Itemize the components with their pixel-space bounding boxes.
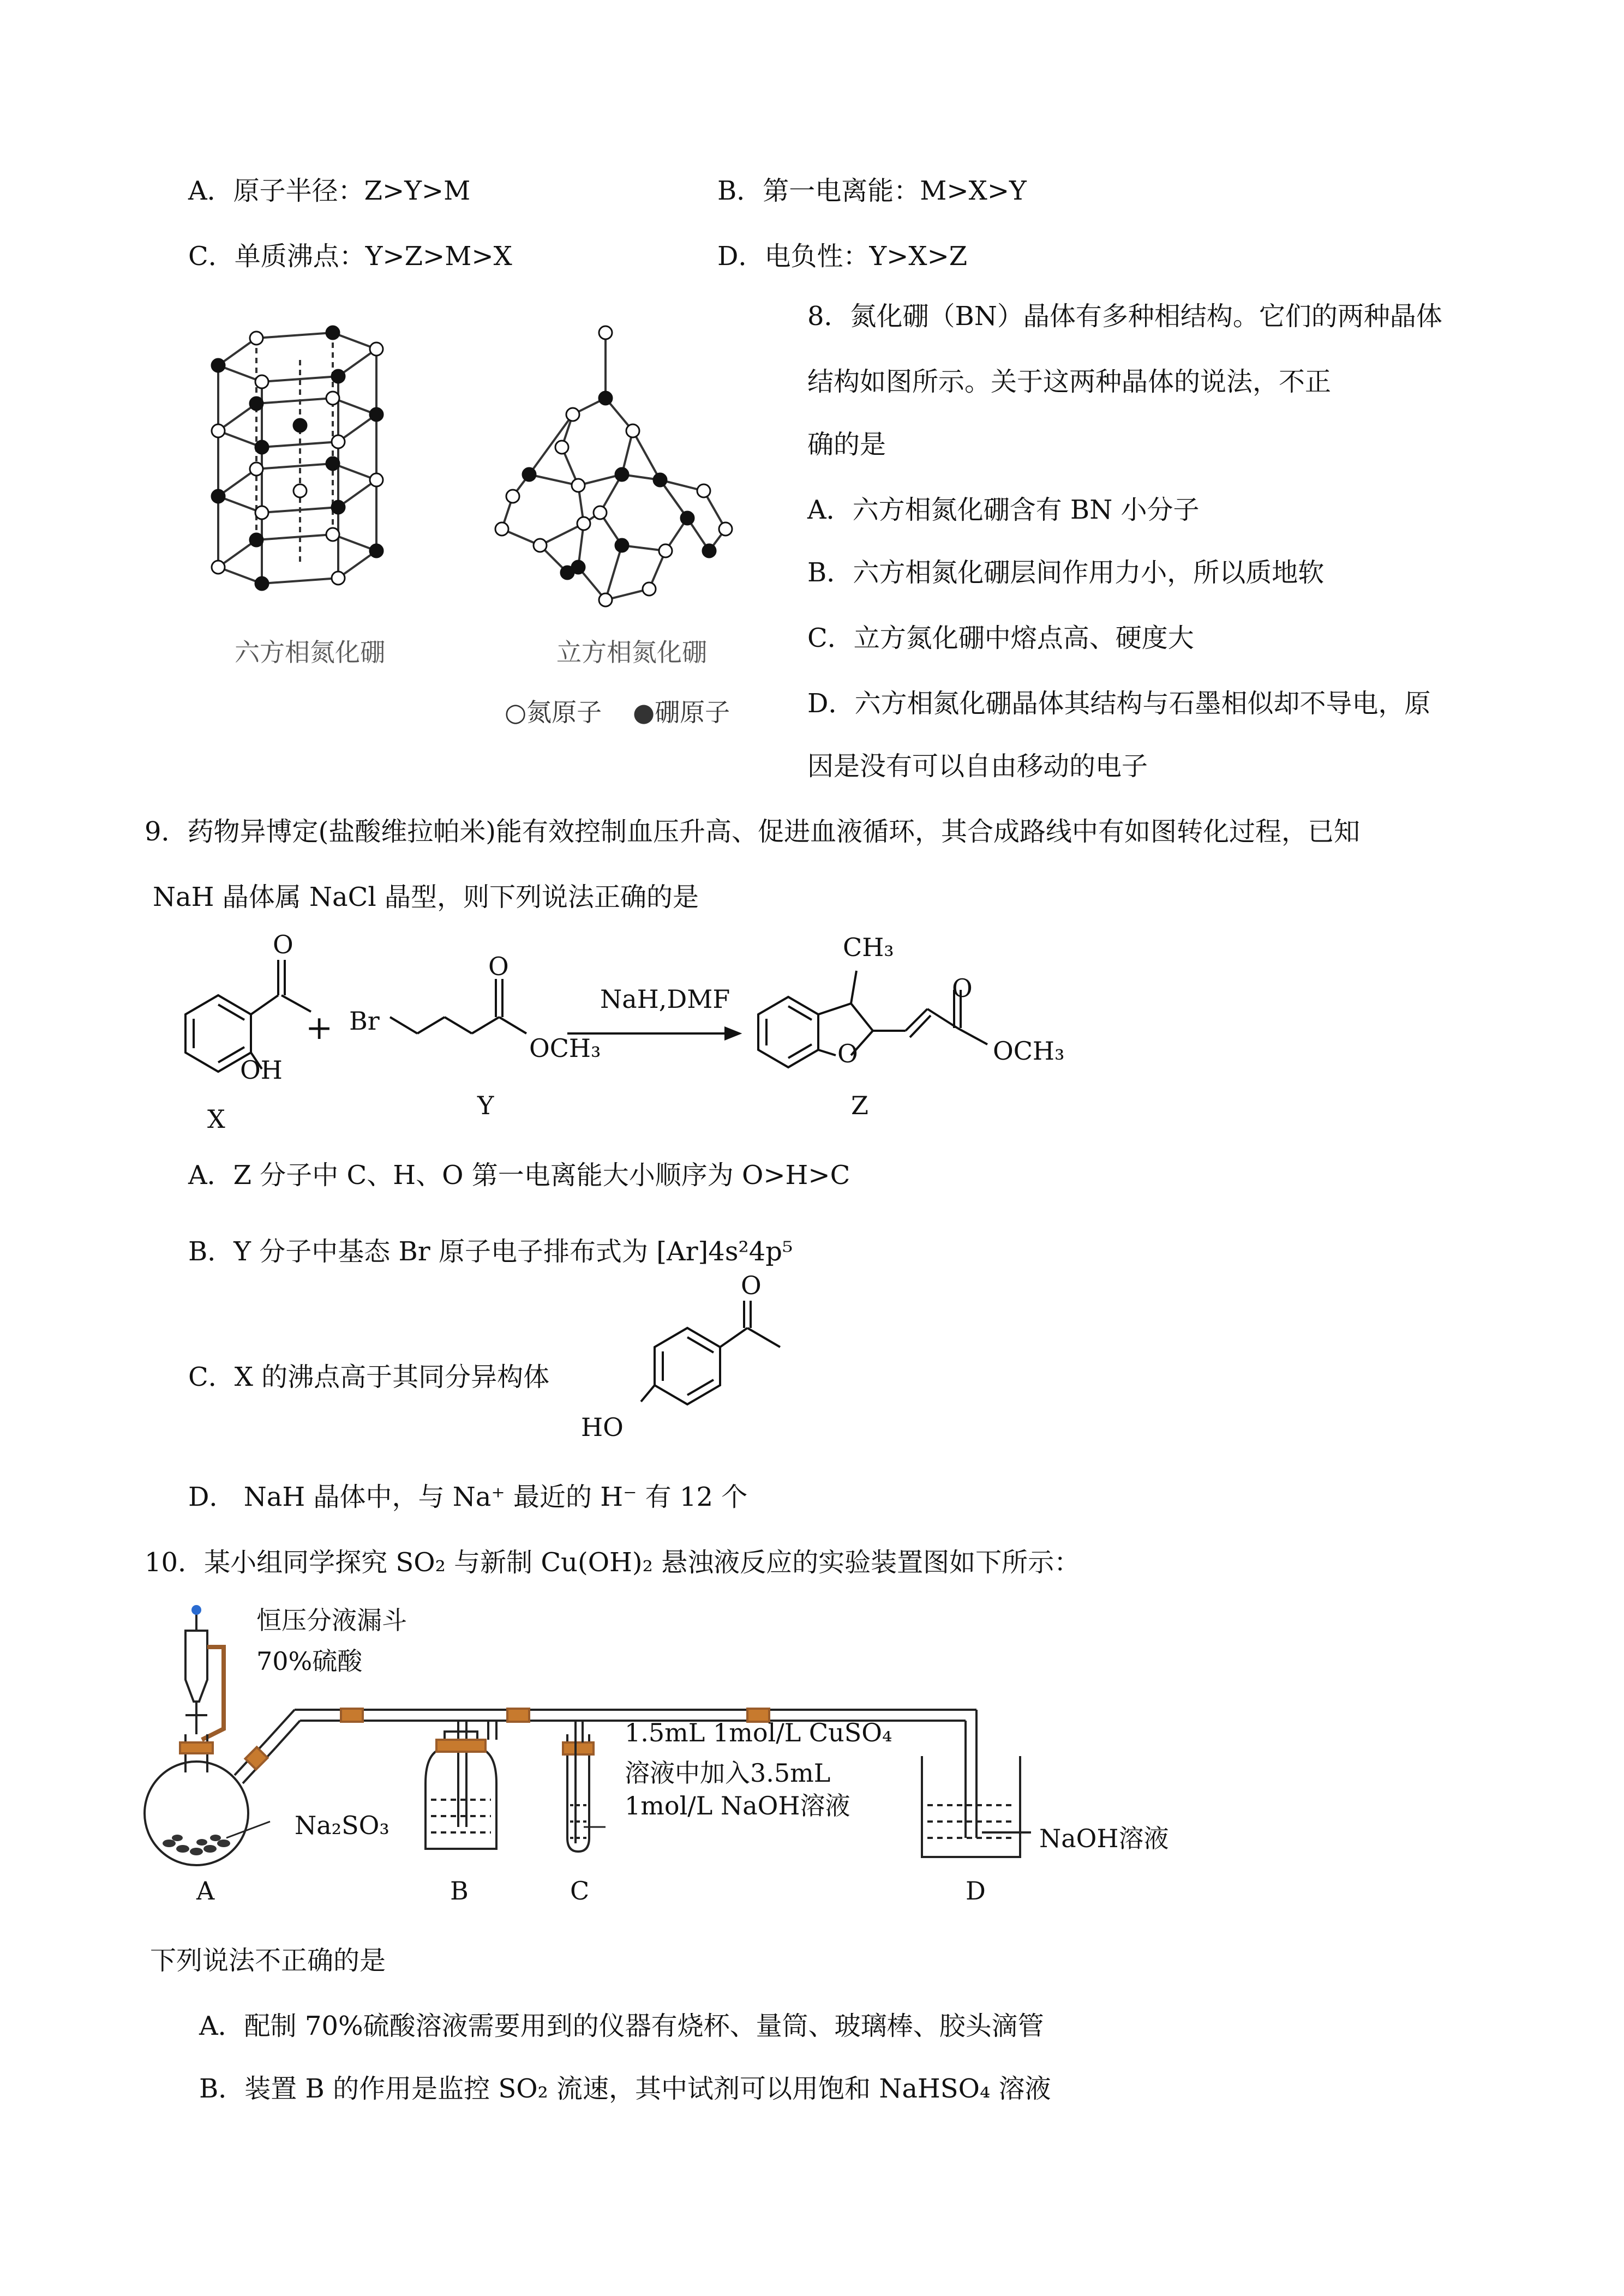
q7-option-c: C．单质沸点：Y>Z>M>X xyxy=(188,241,512,272)
tube-c-label-line1: 1.5mL 1mol/L CuSO₄ xyxy=(625,1718,892,1747)
q8-option-d-line2: 因是没有可以自由移动的电子 xyxy=(807,751,1148,782)
cubic-bn-structure xyxy=(469,316,775,622)
funnel-label: 恒压分液漏斗 xyxy=(256,1606,407,1635)
q7-option-b: B．第一电离能：M>X>Y xyxy=(717,176,1027,206)
q10-question: 下列说法不正确的是 xyxy=(150,1945,386,1976)
q9-option-a: A．Z 分子中 C、H、O 第一电离能大小顺序为 O>H>C xyxy=(188,1160,850,1191)
q9-option-d: D． NaH 晶体中，与 Na⁺ 最近的 H⁻ 有 12 个 xyxy=(188,1482,748,1512)
z-carbonyl-oxygen: O xyxy=(952,973,973,1003)
q7-option-a: A．原子半径：Z>Y>M xyxy=(188,176,471,206)
apparatus-c-label: C xyxy=(570,1876,590,1906)
q8-stem-line3: 确的是 xyxy=(807,429,886,460)
tube-c-label-line2: 溶液中加入3.5mL xyxy=(625,1758,831,1788)
x-carbonyl-oxygen: O xyxy=(273,930,293,959)
y-bromine-label: Br xyxy=(349,1006,380,1036)
hexagonal-bn-structure xyxy=(196,305,447,627)
naoh-solution-label: NaOH溶液 xyxy=(1039,1824,1169,1853)
q10-option-b: B．装置 B 的作用是监控 SO₂ 流速，其中试剂可以用饱和 NaHSO₄ 溶液 xyxy=(199,2073,1051,2104)
q9-stem-line1: 9．药物异博定(盐酸维拉帕米)能有效控制血压升高、促进血液循环，其合成路线中有如图转化过程，已知 xyxy=(145,816,1360,847)
x-hydroxyl-label: OH xyxy=(240,1055,283,1085)
z-methyl-label: CH₃ xyxy=(843,933,894,962)
q9-option-b: B．Y 分子中基态 Br 原子电子排布式为 [Ar]4s²4p⁵ xyxy=(188,1236,793,1267)
apparatus-a-label: A xyxy=(196,1876,215,1906)
cubic-bn-caption: 立方相氮化硼 xyxy=(556,638,707,667)
q10-option-a: A．配制 70%硫酸溶液需要用到的仪器有烧杯、量筒、玻璃棒、胶头滴管 xyxy=(199,2011,1044,2041)
hexagonal-bn-caption: 六方相氮化硼 xyxy=(235,638,385,667)
isomer-structure xyxy=(600,1293,818,1456)
sulfuric-acid-label: 70%硫酸 xyxy=(256,1646,363,1676)
q8-option-b: B．六方相氮化硼层间作用力小，所以质地软 xyxy=(807,557,1325,588)
compound-z-label: Z xyxy=(851,1091,868,1120)
tube-c-label-line3: 1mol/L NaOH溶液 xyxy=(625,1791,850,1820)
z-ring-oxygen: O xyxy=(837,1039,858,1068)
legend-nitrogen: ○氮原子 xyxy=(505,698,602,727)
z-methoxy-label: OCH₃ xyxy=(993,1036,1065,1066)
compound-x-label: X xyxy=(207,1104,225,1134)
compound-y-label: Y xyxy=(477,1091,494,1120)
legend-boron: ●硼原子 xyxy=(633,698,730,727)
q10-stem: 10．某小组同学探究 SO₂ 与新制 Cu(OH)₂ 悬浊液反应的实验装置图如下所示： xyxy=(145,1547,1081,1578)
q8-stem-line2: 结构如图所示。关于这两种晶体的说法，不正 xyxy=(807,366,1332,397)
q8-option-a: A．六方相氮化硼含有 BN 小分子 xyxy=(807,495,1200,525)
apparatus-d-label: D xyxy=(966,1876,986,1906)
apparatus-b-label: B xyxy=(450,1876,469,1906)
q9-stem-line2: NaH 晶体属 NaCl 晶型，则下列说法正确的是 xyxy=(153,882,699,912)
isomer-carbonyl-oxygen: O xyxy=(741,1271,762,1300)
y-carbonyl-oxygen: O xyxy=(488,952,509,981)
reaction-conditions: NaH,DMF xyxy=(600,984,730,1014)
isomer-hydroxyl-label: HO xyxy=(581,1413,624,1442)
q8-option-c: C．立方氮化硼中熔点高、硬度大 xyxy=(807,623,1194,653)
q8-option-d-line1: D．六方相氮化硼晶体其结构与石墨相似却不导电，原 xyxy=(807,688,1431,719)
q9-option-c: C．X 的沸点高于其同分异构体 xyxy=(188,1362,550,1392)
sodium-sulfite-label: Na₂SO₃ xyxy=(295,1811,389,1840)
q7-option-d: D．电负性：Y>X>Z xyxy=(717,241,968,272)
plus-sign: + xyxy=(305,1009,333,1047)
y-methoxy-label: OCH₃ xyxy=(529,1033,601,1063)
q8-stem-line1: 8．氮化硼（BN）晶体有多种相结构。它们的两种晶体 xyxy=(807,301,1442,332)
